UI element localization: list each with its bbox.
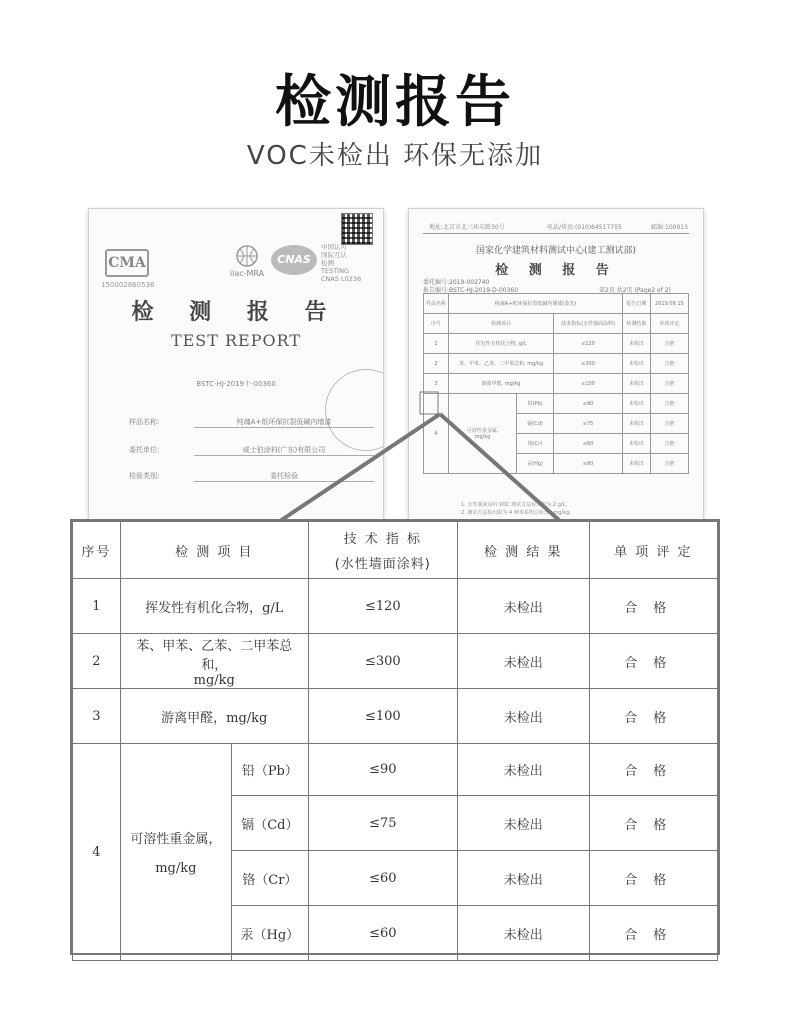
table-row: 3 游离甲醛，mg/kg ≤100 未检出 合格 (73, 689, 718, 744)
cover-title-en: TEST REPORT (170, 331, 302, 350)
cnas-logo: CNAS (271, 245, 317, 275)
cover-row: 样品名称: 纯魂A+纸环保抗裂低碱内墙漆 (129, 417, 159, 427)
detail-result-table: 样品名称 纯魂A+纸环保抗裂低碱内墙漆(柔光) 报告日期 2019.09.15 序号 检测项目 技术指标(水性墙面涂料) 检测结果 单项评定 1 挥发性有机化合物, g/L ≤120 未检出 合格 2 苯、甲苯、乙苯、二甲苯总和, mg/kg ≤300 未检出 合格 3 游离甲醛, mg/kg ≤100 未检出 合格 4 可溶性重金属, mg/kg 铅(Pb) ≤90 未检出 合格 镉(Cd) ≤75 未检出 合格 铬(Cr) ≤60 未检出 合格 汞(Hg) ≤60 未检出 合格 (423, 293, 689, 474)
table-row: 镉（Cd） ≤75 未检出 合格 (73, 796, 718, 851)
ilac-label: ilac-MRA (229, 269, 265, 278)
page-subtitle: VOC未检出 环保无添加 (246, 141, 544, 171)
cover-title-cn: 检 测 报 告 (131, 300, 341, 325)
magnified-result-table (70, 519, 720, 955)
page-indicator: 第2页 共2页 (Page2 of 2) (599, 287, 671, 294)
test-center-name: 国家化学建筑材料测试中心(建工测试部) (475, 246, 637, 256)
page-title: 检测报告 (275, 70, 515, 135)
table-row: 4 可溶性重金属， mg/kg 铅（Pb） ≤90 未检出 合格 (73, 744, 718, 796)
header-spec: 技 术 指 标 (水性墙面涂料) (308, 522, 457, 579)
cnas-info: 中国认可 国际互认 检测 TESTING CNAS L0236 (321, 243, 362, 283)
header-no: 序号 (73, 522, 121, 579)
cover-row: 检验类别: 委托检验 (129, 471, 159, 481)
header-item: 检 测 项 目 (120, 522, 308, 579)
cover-row: 委托单位: 威士伯涂料(广东)有限公司 (129, 445, 159, 455)
cma-logo: CMA (105, 249, 149, 277)
detail-report-no: 报告编号:BSTC-HJ-2019-D-00360 (423, 287, 519, 294)
table-row: 铬（Cr） ≤60 未检出 合格 (73, 851, 718, 906)
cma-number: 150002860536 (101, 281, 155, 289)
table-row: 2 苯、甲苯、乙苯、二甲苯总和， mg/kg ≤300 未检出 合格 (73, 634, 718, 689)
entrust-no: 委托编号:2019-002740 (423, 279, 490, 286)
cover-report-no: BSTC-HJ-2019十-00360 (196, 380, 276, 388)
detail-report-title: 检 测 报 告 (495, 263, 617, 278)
header-result: 检 测 结 果 (457, 522, 589, 579)
table-row: 1 挥发性有机化合物，g/L ≤120 未检出 合格 (73, 579, 718, 634)
detail-notes: 1. 水性墙面涂料 VOC 测试方法检出限为:2 g/L。 2. 测试方法检出限为 4 种苯系物总和:50 mg/kg。 (461, 502, 575, 516)
report-detail-image: 地址:北京市北三环东路30号 电话/传真:(010)64517755 邮编:100013 国家化学建筑材料测试中心(建工测试部) 检 测 报 告 委托编号:2019-002740 报告编号:BSTC-HJ-2019-D-00360 第2页 共2页 (Page2 of 2) 样品名称 纯魂A+纸环保抗裂低碱内墙漆(柔光) 报告日期 2019.09.15 序号 检测项目 技术指标(水性墙面涂料) 检测结果 单项评定 1 挥发性有机化合物, g/L ≤120 未检出 合格 2 苯、甲苯、乙苯、二甲苯总和, mg/kg ≤300 未检出 合格 3 游离甲醛, mg/kg ≤100 未检出 合格 4 可溶性重金属, mg/kg 铅(Pb) ≤90 未检出 合格 镉(Cd) ≤75 未检出 合格 铬(Cr) ≤60 未检出 合格 汞(Hg) ≤60 未检出 合格 1. 水性墙面涂料 VOC 测试方法检出限为:2 g/L。 2. 测试方法检出限为 4 种苯系物总和:50 mg/kg。 (408, 208, 704, 526)
header-rating: 单 项 评 定 (589, 522, 717, 579)
table-row: 汞（Hg） ≤60 未检出 合格 (73, 906, 718, 961)
